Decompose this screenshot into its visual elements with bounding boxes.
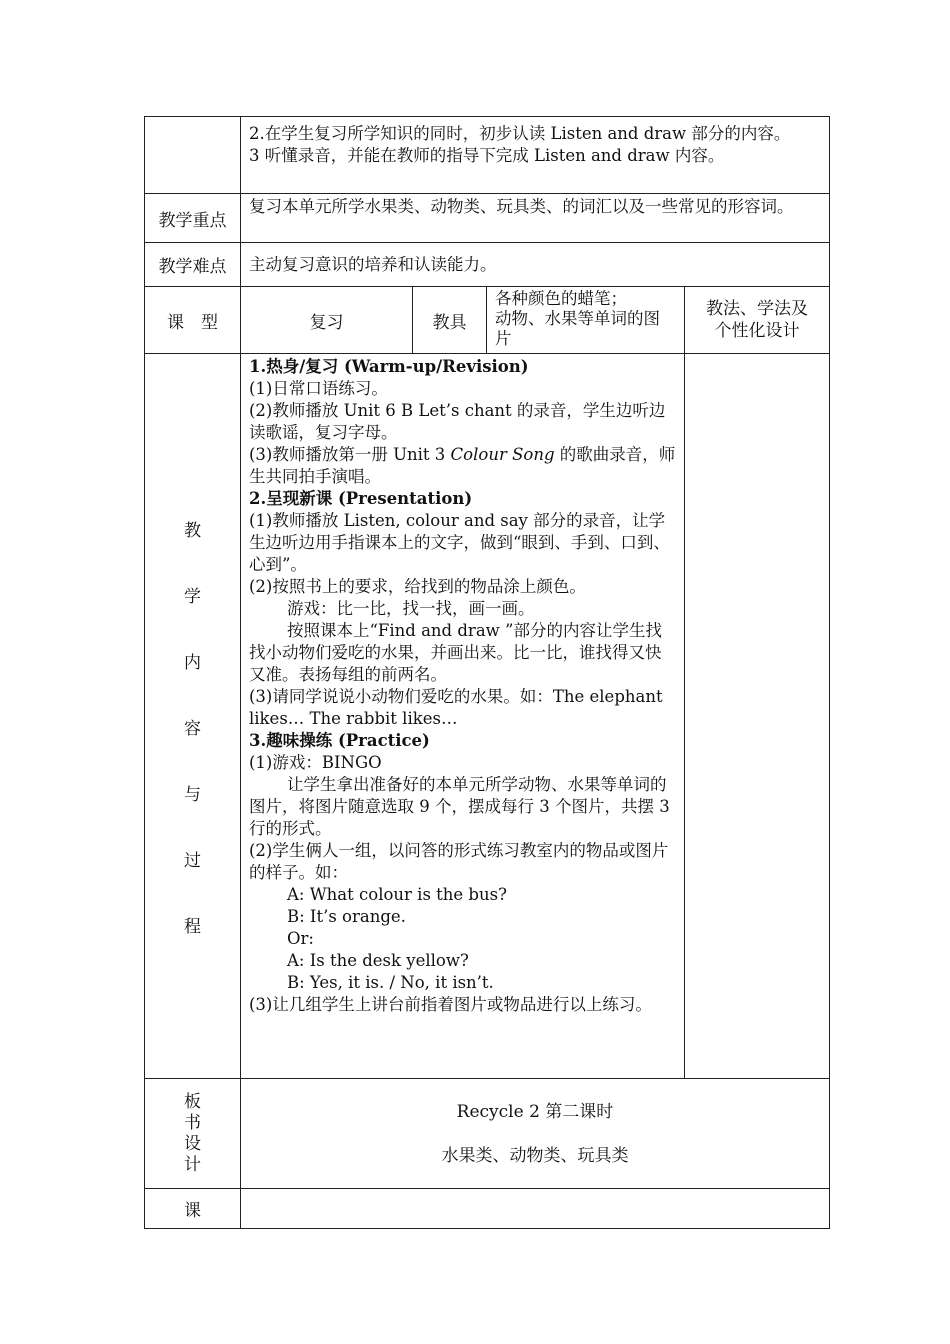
board-design-row bbox=[144, 1079, 830, 1189]
content-label-char: 教 bbox=[184, 521, 201, 541]
objectives-row bbox=[144, 116, 830, 194]
board-line-2: 水果类、动物类、玩具类 bbox=[441, 1145, 629, 1166]
section-2-game-desc: 按照课本上“Find and draw ”部分的内容让学生找找小动物们爱吃的水果，并画出来。比一比，谁找得又快又准。表扬每组的前两名。 bbox=[249, 621, 662, 684]
content-label-char: 与 bbox=[184, 785, 201, 805]
section-1-title: 1.热身/复习 (Warm-up/Revision) bbox=[249, 357, 529, 376]
content-row bbox=[144, 354, 830, 1079]
lesson-plan-table bbox=[144, 116, 830, 1229]
lesson-type-label: 课 型 bbox=[145, 287, 241, 353]
difficulties-row bbox=[144, 243, 830, 287]
teaching-tools-label: 教具 bbox=[413, 287, 487, 353]
dialogue-line: B: It’s orange. bbox=[287, 907, 406, 926]
section-3-item-1-desc: 让学生拿出准备好的本单元所学动物、水果等单词的图片，将图片随意选取 9 个，摆成每行 3 个图片，共摆 3 行的形式。 bbox=[249, 775, 670, 838]
difficulties-text: 主动复习意识的培养和认读能力。 bbox=[249, 254, 497, 274]
dialogue-line: A: Is the desk yellow? bbox=[287, 951, 469, 970]
content-label-char: 学 bbox=[184, 587, 201, 607]
last-row-content bbox=[241, 1189, 829, 1228]
section-1-item-2: (2)教师播放 Unit 6 B Let’s chant 的录音，学生边听边读歌谣，复习字母。 bbox=[249, 401, 666, 442]
board-design-label bbox=[145, 1079, 241, 1188]
section-1-item-1: (1)日常口语练习。 bbox=[249, 379, 388, 398]
content-label-char: 程 bbox=[184, 917, 201, 937]
dialogue-line: A: What colour is the bus? bbox=[287, 885, 507, 904]
content-body bbox=[241, 354, 685, 1078]
objectives-label-cell bbox=[145, 117, 241, 193]
content-label bbox=[145, 354, 241, 1078]
dialogue-line: B: Yes, it is. / No, it isn’t. bbox=[287, 973, 494, 992]
section-3-title: 3.趣味操练 (Practice) bbox=[249, 731, 430, 750]
last-row bbox=[144, 1189, 830, 1229]
board-line-1: Recycle 2 第二课时 bbox=[456, 1101, 614, 1122]
section-3-item-2: (2)学生俩人一组，以问答的形式练习教室内的物品或图片的样子。如： bbox=[249, 841, 669, 882]
board-label-char: 书 bbox=[184, 1112, 201, 1133]
objective-line-3: 3 听懂录音，并能在教师的指导下完成 Listen and draw 内容。 bbox=[249, 146, 725, 165]
key-points-label: 教学重点 bbox=[145, 194, 241, 242]
lesson-type-row bbox=[144, 287, 830, 354]
teaching-tools-value bbox=[487, 287, 685, 353]
lesson-type-value: 复习 bbox=[241, 287, 413, 353]
board-label-char: 设 bbox=[184, 1133, 201, 1154]
section-2-title: 2.呈现新课 (Presentation) bbox=[249, 489, 473, 508]
section-3-item-3: (3)让几组学生上讲台前指着图片或物品进行以上练习。 bbox=[249, 995, 652, 1014]
content-label-char: 过 bbox=[184, 851, 201, 871]
key-points-text: 复习本单元所学水果类、动物类、玩具类、的词汇以及一些常见的形容词。 bbox=[249, 197, 794, 216]
section-3-item-1: (1)游戏：BINGO bbox=[249, 753, 382, 772]
tools-line-1: 各种颜色的蜡笔； bbox=[495, 289, 627, 308]
objectives-text-cell bbox=[241, 117, 829, 193]
tools-line-2: 动物、水果等单词的图片 bbox=[495, 309, 660, 348]
content-label-char: 容 bbox=[184, 719, 201, 739]
design-notes-cell bbox=[685, 354, 829, 1078]
board-label-char: 计 bbox=[184, 1154, 201, 1175]
song-title: Colour Song bbox=[450, 445, 555, 464]
board-design-content bbox=[241, 1079, 829, 1188]
section-2-item-2: (2)按照书上的要求，给找到的物品涂上颜色。 bbox=[249, 577, 586, 596]
board-label-char: 板 bbox=[184, 1091, 201, 1112]
section-2-game: 游戏：比一比，找一找，画一画。 bbox=[287, 599, 535, 618]
design-label: 教法、学法及个性化设计 bbox=[706, 299, 808, 341]
dialogue-line: Or: bbox=[287, 929, 314, 948]
key-points-row bbox=[144, 194, 830, 243]
section-2-item-3: (3)请同学说说小动物们爱吃的水果。如：The elephant likes… The rabbit likes… bbox=[249, 687, 663, 728]
content-label-char: 内 bbox=[184, 653, 201, 673]
objective-line-2: 2.在学生复习所学知识的同时，初步认读 Listen and draw 部分的内容。 bbox=[249, 124, 791, 143]
section-1-item-3: (3)教师播放第一册 Unit 3 Colour Song 的歌曲录音，师生共同拍手演唱。 bbox=[249, 445, 676, 486]
last-row-label: 课 bbox=[145, 1189, 241, 1228]
section-2-item-1: (1)教师播放 Listen, colour and say 部分的录音，让学生边听边用手指课本上的文字，做到“眼到、手到、口到、心到”。 bbox=[249, 511, 670, 574]
difficulties-label: 教学难点 bbox=[145, 243, 241, 286]
